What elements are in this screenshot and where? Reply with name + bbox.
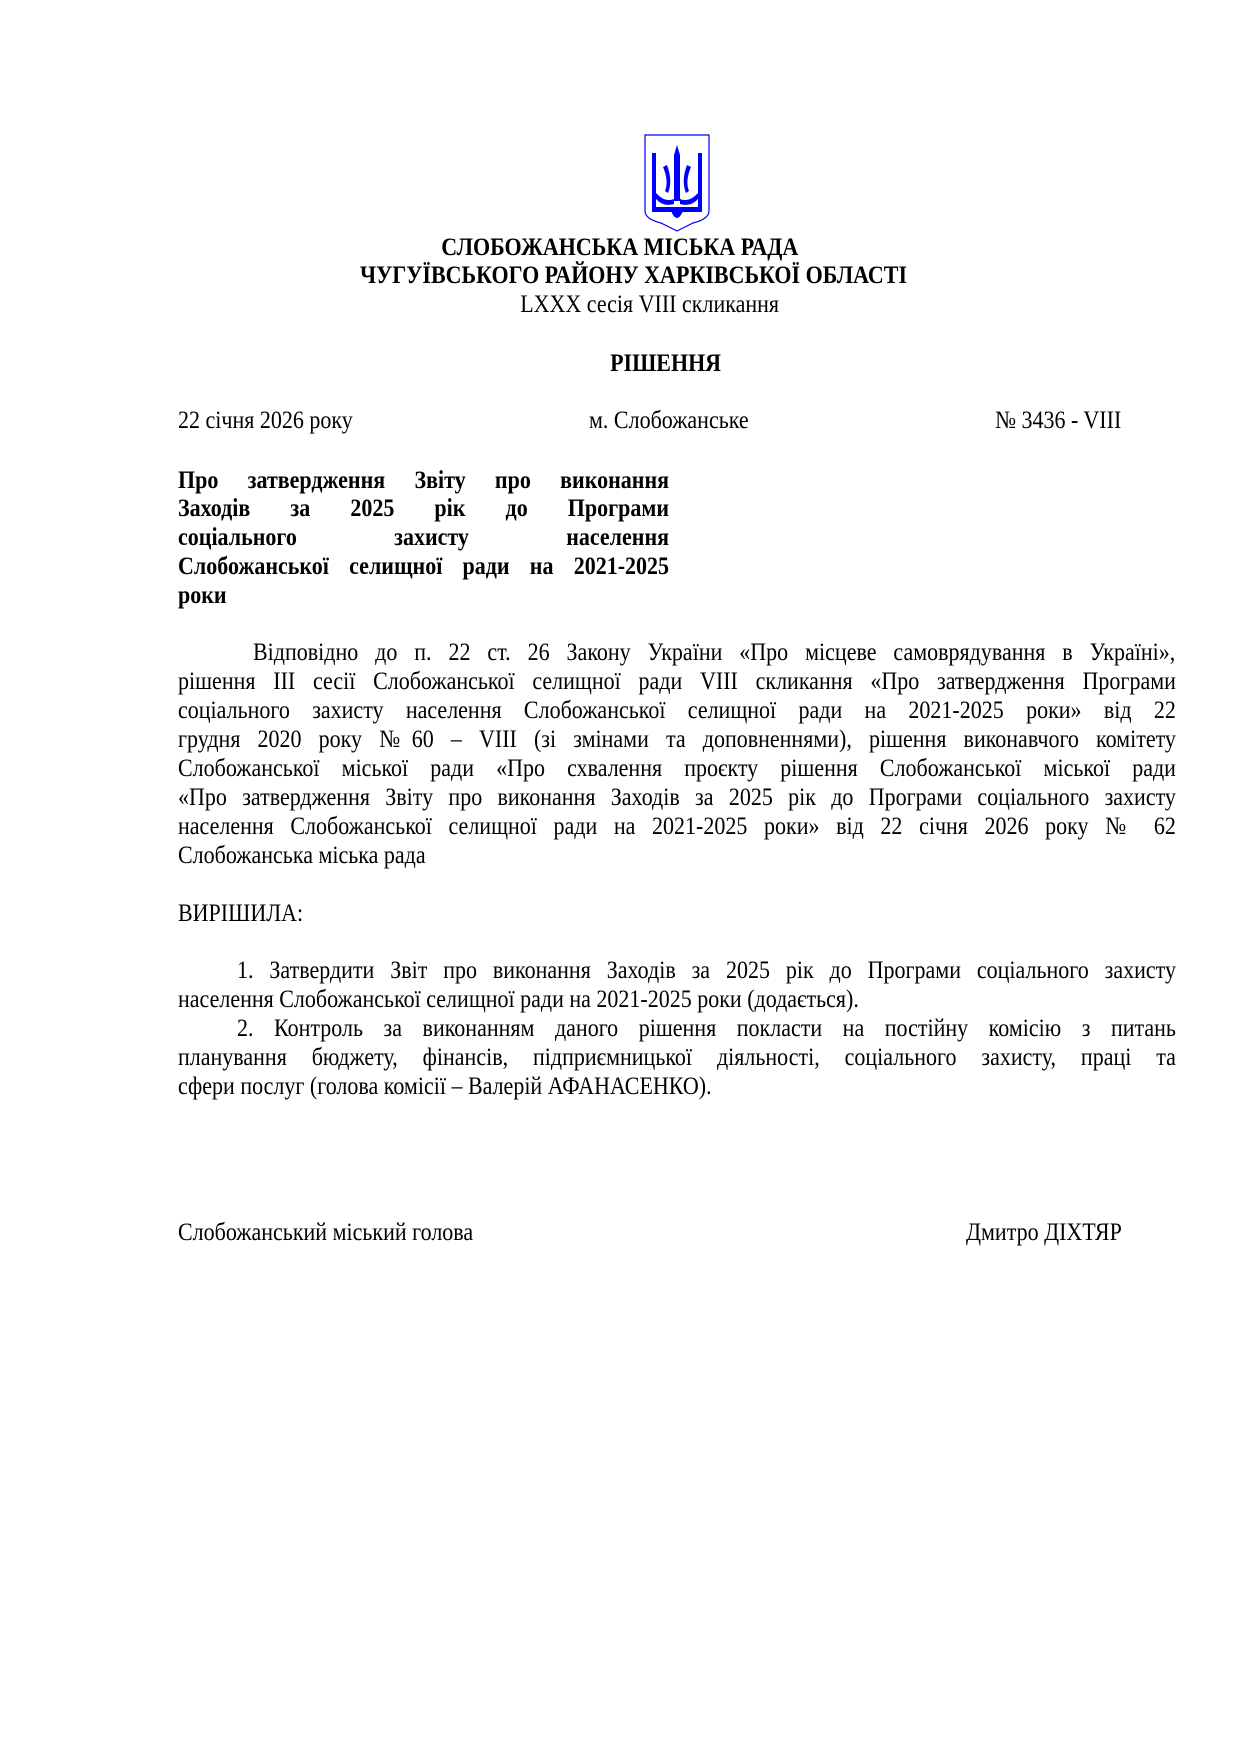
preamble-line: населення Слобожанської селищної ради на 2021-2025 роки» від 22 січня 2026 року № 62 xyxy=(178,813,1176,840)
preamble-line: Відповідно до п. 22 ст. 26 Закону України «Про місцеве самоврядування в Україні», xyxy=(253,639,1176,666)
district-name: ЧУГУЇВСЬКОГО РАЙОНУ ХАРКІВСЬКОЇ ОБЛАСТІ xyxy=(360,262,908,289)
resolution-item-line: сфери послуг (голова комісії – Валерій АФАНАСЕНКО). xyxy=(178,1073,712,1100)
resolution-item-line: 1. Затвердити Звіт про виконання Заходів за 2025 рік до Програми соціального захисту xyxy=(237,957,1176,984)
session-label: LXXX сесія VIII скликання xyxy=(520,291,780,318)
preamble-line: Слобожанської міської ради «Про схвалення проєкту рішення Слобожанської міської ради xyxy=(178,755,1176,782)
resolution-item-line: 2. Контроль за виконанням даного рішення покласти на постійну комісію з питань xyxy=(237,1015,1176,1042)
document-number: № 3436 - VIII xyxy=(995,407,1122,434)
document-place: м. Слобожанське xyxy=(589,407,749,434)
preamble-line: «Про затвердження Звіту про виконання Заходів за 2025 рік до Програми соціального захисту xyxy=(178,784,1176,811)
subject-line: Заходів за 2025 рік до Програми xyxy=(178,495,670,522)
preamble-line: рішення ІІІ сесії Слобожанської селищної ради VIII скликання «Про затвердження Програми xyxy=(178,668,1176,695)
subject-line: Про затвердження Звіту про виконання xyxy=(178,467,670,494)
council-name: СЛОБОЖАНСЬКА МІСЬКА РАДА xyxy=(441,234,799,261)
signatory-name: Дмитро ДІХТЯР xyxy=(966,1219,1122,1246)
resolution-item-line: планування бюджету, фінансів, підприємницької діяльності, соціального захисту, праці та xyxy=(178,1044,1176,1071)
document-date: 22 січня 2026 року xyxy=(178,407,353,434)
resolution-item-line: населення Слобожанської селищної ради на 2021-2025 роки (додається). xyxy=(178,986,859,1013)
trident-emblem-icon xyxy=(643,133,711,233)
subject-line: роки xyxy=(178,582,227,609)
document-type: РІШЕННЯ xyxy=(610,350,722,377)
preamble-line: соціального захисту населення Слобожанської селищної ради на 2021-2025 роки» від 22 xyxy=(178,697,1176,724)
preamble-line: Слобожанська міська рада xyxy=(178,842,426,869)
signatory-position: Слобожанський міський голова xyxy=(178,1219,474,1246)
preamble-line: грудня 2020 року №60 – VIII (зі змінами та доповненнями), рішення виконавчого комітету xyxy=(178,726,1176,753)
subject-line: Слобожанської селищної ради на 2021-2025 xyxy=(178,553,670,580)
subject-line: соціального захисту населення xyxy=(178,524,670,551)
resolved-heading: ВИРІШИЛА: xyxy=(178,900,304,927)
